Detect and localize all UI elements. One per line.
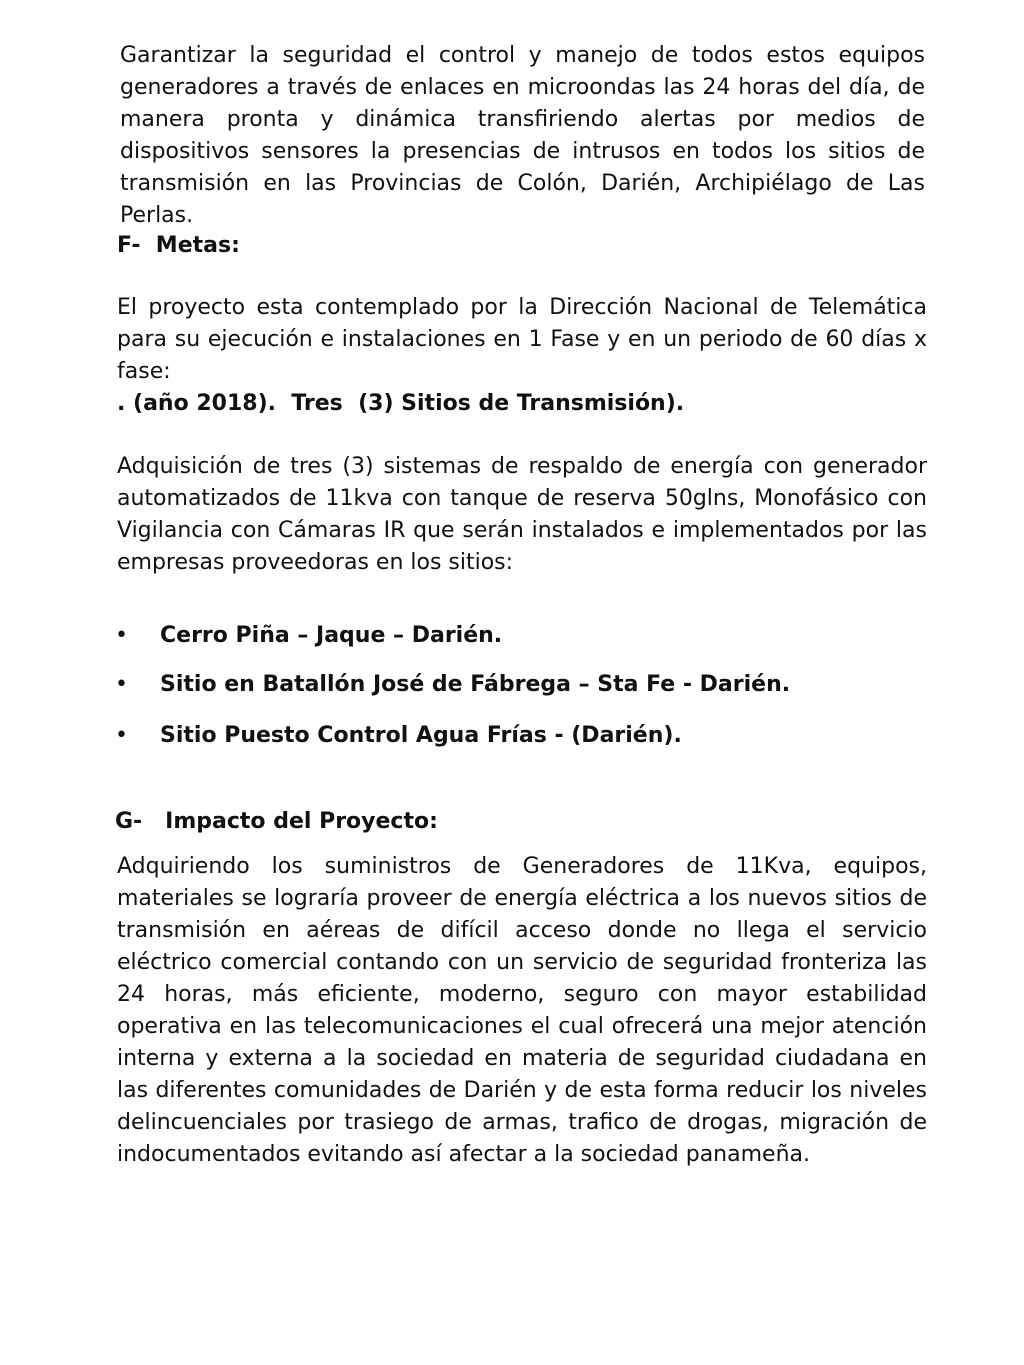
impacto-paragraph: Adquiriendo los suministros de Generadores de 11Kva, equipos, materiales se lograría proveer de energía eléctrica a los nuevos sitios de transmisión en aéreas de difícil acceso donde no llega el servicio eléctrico comercial contando con un servicio de seguridad fronteriza las 24 horas, más eficiente, moderno, seguro con mayor estabilidad operativa en las telecomunicaciones el cual ofrecerá una mejor atención interna y externa a la sociedad en materia de seguridad ciudadana en las diferentes comunidades de Darién y de esta forma reducir los niveles delincuenciales por trasiego de armas, trafico de drogas, migración de indocumentados evitando así afectar a la sociedad panameña. [117, 854, 927, 1167]
intro-paragraph: Garantizar la seguridad el control y manejo de todos estos equipos generadores a través de enlaces en microondas las 24 horas del día, de manera pronta y dinámica transfiriendo alertas por medios de dispositivos sensores la presencias de intrusos en todos los sitios de transmisión en las Provincias de Colón, Darién, Archipiélago de Las Perlas. [120, 43, 925, 228]
bullet-icon: • [115, 623, 128, 648]
site-name: Cerro Piña – Jaque – Darién. [160, 623, 503, 648]
list-item [115, 720, 915, 752]
list-item [115, 669, 915, 701]
list-item [115, 620, 915, 652]
metas-heading: F- Metas: [117, 233, 240, 258]
bullet-icon: • [115, 723, 128, 748]
sites-list [115, 620, 915, 752]
site-name: Sitio en Batallón José de Fábrega – Sta Fe - Darién. [160, 672, 791, 697]
site-name: Sitio Puesto Control Agua Frías - (Darién). [160, 723, 682, 748]
impacto-heading: G- Impacto del Proyecto: [115, 809, 438, 834]
metas-paragraph: El proyecto esta contemplado por la Dirección Nacional de Telemática para su ejecución e instalaciones en 1 Fase y en un periodo de 60 días x fase: [117, 295, 927, 384]
bullet-icon: • [115, 672, 128, 697]
year-sites-line: . (año 2018). Tres (3) Sitios de Transmisión). [117, 391, 685, 416]
adquisicion-paragraph: Adquisición de tres (3) sistemas de respaldo de energía con generador automatizados de 11kva con tanque de reserva 50glns, Monofásico con Vigilancia con Cámaras IR que serán instalados e implementados por las empresas proveedoras en los sitios: [117, 454, 927, 575]
